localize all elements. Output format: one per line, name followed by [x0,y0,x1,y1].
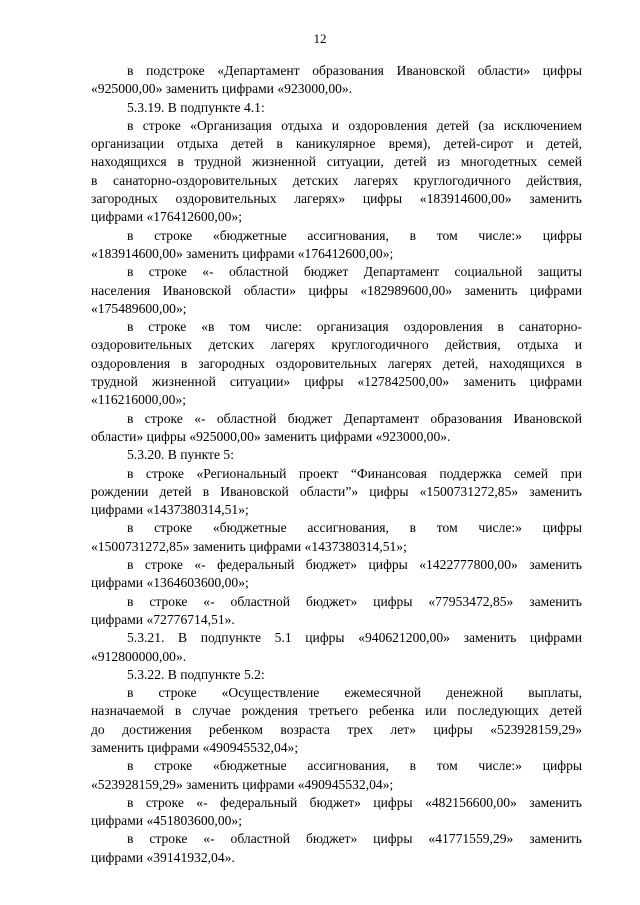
text-line: в подстроке «Департамент образования Ивановской области» цифры [127,63,582,78]
text-line: в санаторно-оздоровительных детских лагерях круглогодичного действия, [91,172,582,188]
text-line: в строке «Организация отдыха и оздоровления детей (за исключением [127,117,582,133]
text-line: оздоровительных детских лагерях круглогодичного действия, отдыха и [91,337,582,353]
text-line: в строке «- федеральный бюджет» цифры «482156600,00» заменить [127,794,582,810]
text-line: «1500731272,85» заменить цифрами «1437380314,51»; [91,538,407,554]
text-line: оздоровления в загородных оздоровительных лагерях детей, находящихся в [91,355,582,371]
text-line: 5.3.21. В подпункте 5.1 цифры «940621200,00» заменить цифрами [127,630,582,646]
text-line: в строке «Осуществление ежемесячной денежной выплаты, [127,685,582,701]
text-line: находящихся в трудной жизненной ситуации, детей из многодетных семей [91,154,582,170]
text-line: назначаемой в случае рождения третьего ребенка или последующих детей [91,703,582,719]
text-line: цифрами «1437380314,51»; [91,502,249,518]
document-body [91,62,582,867]
text-line: «912800000,00». [91,648,187,664]
text-line: 5.3.22. В подпункте 5.2: [127,666,265,682]
text-line: в строке «бюджетные ассигнования, в том числе:» цифры [127,758,582,774]
text-line: населения Ивановской области» цифры «182989600,00» заменить цифрами [91,282,582,298]
text-line: 5.3.20. В пункте 5: [127,447,234,463]
text-line: «175489600,00»; [91,300,187,316]
text-line: в строке «бюджетные ассигнования, в том числе:» цифры [127,520,582,536]
text-line: «925000,00» заменить цифрами «923000,00». [91,81,353,97]
text-line: цифрами «39141932,04». [91,849,235,865]
text-line: в строке «Региональный проект “Финансовая поддержка семей при [127,465,582,481]
text-line: цифрами «176412600,00»; [91,209,242,225]
text-line: рождении детей в Ивановской области”» цифры «1500731272,85» заменить [91,483,582,499]
text-line: в строке «- федеральный бюджет» цифры «1422777800,00» заменить [127,557,582,573]
text-line: цифрами «1364603600,00»; [91,575,249,591]
text-line: в строке «- областной бюджет» цифры «41771559,29» заменить [127,831,582,847]
text-line: 5.3.19. В подпункте 4.1: [127,99,265,115]
page-number: 12 [313,31,327,46]
text-line: заменить цифрами «490945532,04»; [91,739,299,755]
text-line: цифрами «72776714,51». [91,611,235,627]
text-line: загородных оздоровительных лагерях» цифры «183914600,00» заменить [91,191,582,207]
text-line: «183914600,00» заменить цифрами «176412600,00»; [91,245,394,261]
text-line: цифрами «451803600,00»; [91,813,242,829]
text-line: в строке «в том числе: организация оздоровления в санаторно- [127,319,582,335]
text-line: области» цифры «925000,00» заменить цифрами «923000,00». [91,428,451,444]
text-line: трудной жизненной ситуации» цифры «127842500,00» заменить цифрами [91,374,582,390]
text-line: в строке «- областной бюджет Департамент образования Ивановской [127,410,582,426]
text-line: организации отдыха детей в каникулярное время), детей-сирот и детей, [91,136,582,152]
text-line: «116216000,00»; [91,392,187,408]
text-line: в строке «- областной бюджет» цифры «77953472,85» заменить [127,593,582,609]
text-line: до достижения ребенком возраста трех лет» цифры «523928159,29» [91,721,582,737]
text-line: «523928159,29» заменить цифрами «490945532,04»; [91,776,394,792]
text-line: в строке «бюджетные ассигнования, в том числе:» цифры [127,227,582,243]
text-line: в строке «- областной бюджет Департамент социальной защиты [127,264,582,280]
